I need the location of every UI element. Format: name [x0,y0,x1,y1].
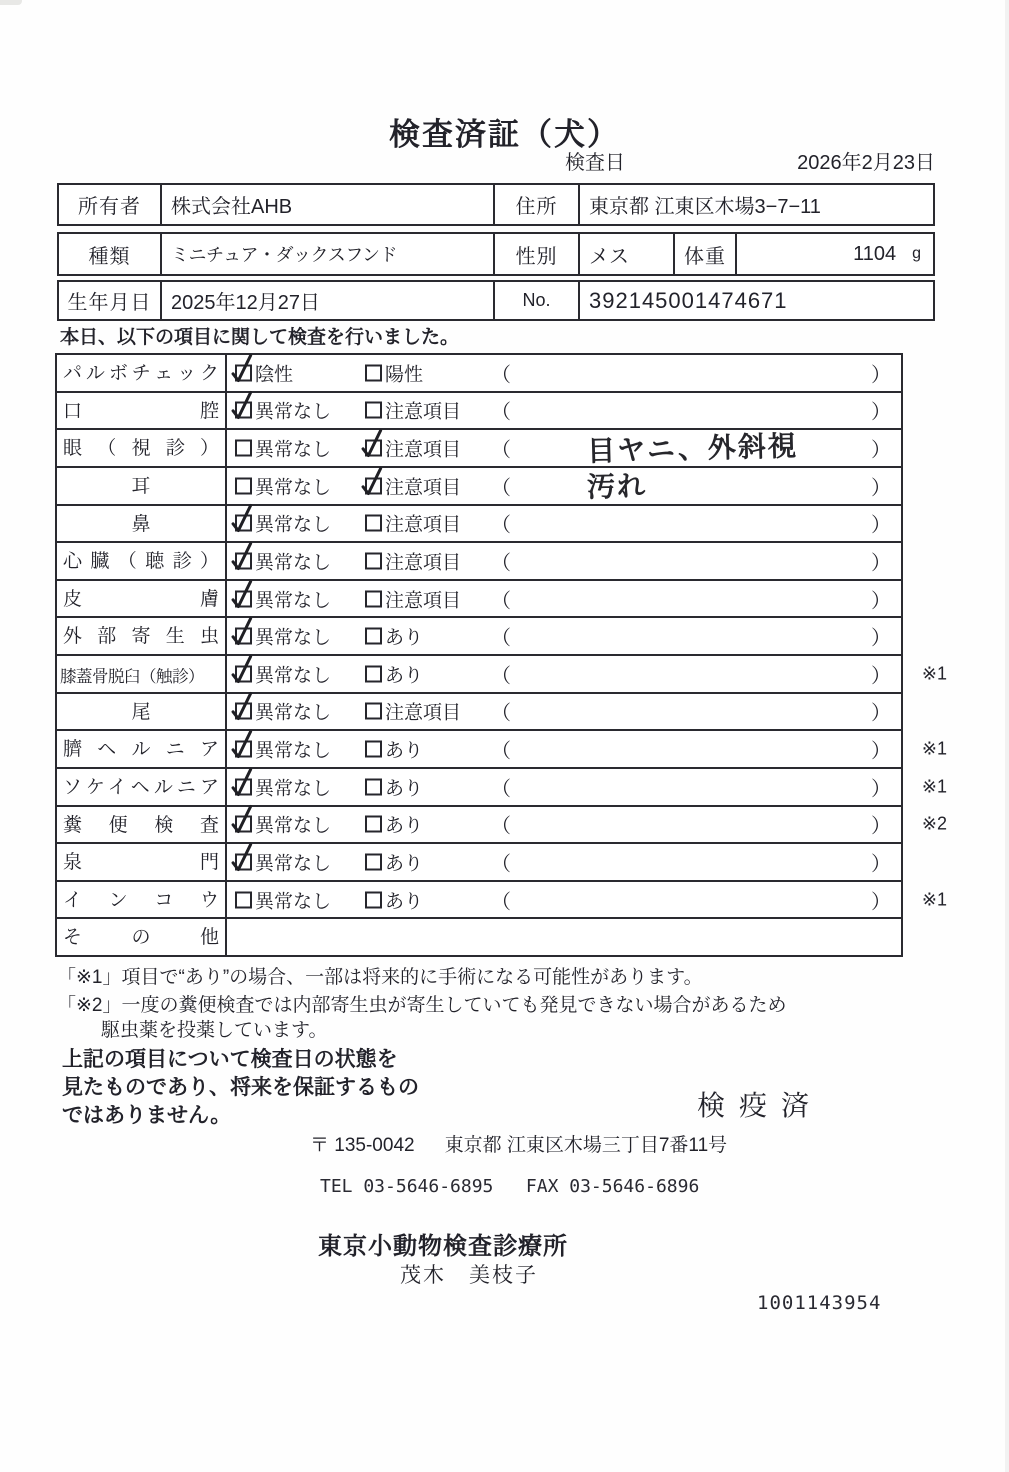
no-label: No. [495,282,580,319]
exam-option-label: 注意項目 [385,439,462,461]
checkbox-unchecked-icon [365,590,382,607]
paren-close: ） [871,364,891,387]
exam-row-label: 外部寄生虫 [57,618,227,654]
weight-unit: g [912,245,921,262]
exam-option-label: 異常なし [255,552,332,574]
checkbox-checked-icon [235,628,252,645]
checkbox-unchecked-icon [365,665,382,682]
exam-row-content [227,807,901,843]
exam-option [235,736,331,763]
paren-open: （ [491,815,511,838]
exam-option [235,472,331,499]
exam-row [57,844,901,882]
exam-row-label: ソケイヘルニア [57,769,227,805]
exam-option-label: あり [385,627,424,649]
exam-row-content [227,355,901,391]
checkbox-unchecked-icon [235,477,252,494]
exam-option-label: あり [385,778,424,800]
exam-date-label: 検査日 [565,152,625,174]
exam-row-label: その他 [57,919,227,955]
exam-row [57,656,947,694]
exam-row-content [227,731,901,767]
checkbox-unchecked-icon [365,364,382,381]
exam-option-label: 異常なし [255,778,332,800]
checkbox-checked-icon [235,364,252,381]
paren-close: ） [871,477,891,500]
checkbox-unchecked-icon [365,703,382,720]
checkbox-checked-icon [235,778,252,795]
exam-option-label: あり [385,815,424,837]
checkbox-unchecked-icon [365,628,382,645]
exam-row [57,731,947,769]
exam-option [235,585,331,612]
checkbox-unchecked-icon [365,741,382,758]
footnote-mark: ※2 [921,813,947,834]
exam-option [365,510,461,537]
exam-row-label: パルボチェック [57,355,227,391]
exam-option [235,698,331,725]
exam-row [57,468,901,506]
exam-row-content [227,506,901,542]
exam-option [365,736,423,763]
exam-option [365,359,423,386]
exam-option [235,435,331,462]
exam-option-label: 異常なし [255,815,332,837]
checkbox-checked-icon [235,853,252,870]
exam-option-label: あり [385,853,424,875]
checkbox-unchecked-icon [365,891,382,908]
exam-option-label: 異常なし [255,590,332,612]
owner-value: 株式会社AHB [162,185,495,224]
exam-table [55,353,947,957]
exam-option [235,397,331,424]
checkbox-unchecked-icon [365,778,382,795]
footnote-mark: ※1 [921,663,947,684]
paren-open: （ [491,740,511,763]
weight-value-cell [737,234,933,274]
paren-open: （ [491,590,511,613]
exam-option [365,547,461,574]
exam-option [235,811,331,838]
exam-option [235,359,293,386]
owner-label: 所有者 [59,185,162,224]
checkbox-checked-icon [235,816,252,833]
exam-date-line [565,146,935,175]
exam-row-label: 臍ヘルニア [57,731,227,767]
exam-option [365,397,461,424]
exam-row [57,919,901,955]
breed-info-table [57,232,935,276]
exam-row-label: 糞便検査 [57,807,227,843]
no-value: 392145001474671 [589,287,788,313]
exam-row-content [227,543,901,579]
examiner-name: 茂木 美枝子 [400,1264,538,1287]
exam-option [235,623,331,650]
breed-label: 種類 [59,234,162,274]
quarantine-stamp: 検疫済 [697,1090,824,1121]
exam-row-label: 眼（視診） [57,430,227,466]
exam-row [57,581,901,619]
disclaimer-text [62,1046,419,1130]
birthdate-label: 生年月日 [59,282,162,319]
exam-option-label: 異常なし [255,853,332,875]
exam-row [57,506,901,544]
exam-row [57,430,901,468]
paren-open: （ [491,891,511,914]
paren-close: ） [871,590,891,613]
exam-option-label: 異常なし [255,627,332,649]
exam-option-label: あり [385,665,424,687]
exam-option [235,510,331,537]
paren-open: （ [491,702,511,725]
exam-row-content [227,581,901,617]
clinic-tel-fax: TEL 03-5646-6895 FAX 03-5646-6896 [320,1176,700,1197]
exam-row-content [227,694,901,730]
paren-close: ） [871,740,891,763]
exam-option-label: 異常なし [255,439,332,461]
footnote-mark: ※1 [921,738,947,759]
paren-open: （ [491,439,511,462]
disclaimer-line-2: 見たものであり、将来を保証するもの [62,1076,419,1099]
checkbox-unchecked-icon [365,402,382,419]
paren-close: ） [871,853,891,876]
exam-option-label: あり [385,740,424,762]
exam-option-label: 異常なし [255,891,332,913]
paren-close: ） [871,514,891,537]
exam-option-label: 注意項目 [385,590,462,612]
exam-row-content [227,919,901,955]
paren-close: ） [871,627,891,650]
exam-row-content [227,618,901,654]
paren-close: ） [871,439,891,462]
exam-row-label: 尾 [57,694,227,730]
exam-option-label: 異常なし [255,665,332,687]
handwritten-note: 目ヤニ、外斜視 [586,430,799,468]
exam-option-label: 異常なし [255,477,332,499]
paren-open: （ [491,477,511,500]
exam-option-label: あり [385,891,424,913]
checkbox-checked-icon [235,590,252,607]
clinic-name: 東京小動物検査診療所 [318,1233,568,1260]
exam-row-label: 鼻 [57,506,227,542]
scan-edge [1005,0,1009,1472]
exam-option [365,886,423,913]
exam-row-content [227,882,901,918]
exam-option [365,585,461,612]
checkbox-checked-icon [365,440,382,457]
exam-option [235,773,331,800]
birthdate-value: 2025年12月27日 [162,282,495,319]
birthdate-info-table [57,280,935,321]
paren-close: ） [871,815,891,838]
paren-close: ） [871,778,891,801]
checkbox-checked-icon [235,552,252,569]
exam-option [365,848,423,875]
paren-close: ） [871,891,891,914]
paren-close: ） [871,665,891,688]
exam-option-label: 注意項目 [385,552,462,574]
exam-option-label: 陽性 [385,364,424,386]
exam-option-label: 異常なし [255,401,332,423]
checkbox-checked-icon [235,665,252,682]
exam-option [365,773,423,800]
exam-row [57,618,901,656]
clinic-postal-line [310,1130,727,1157]
clinic-address: 東京都 江東区木場三丁目7番11号 [444,1135,728,1156]
exam-option [235,547,331,574]
document-number: 1001143954 [757,1292,882,1314]
exam-option [365,623,423,650]
checkbox-checked-icon [365,477,382,494]
weight-label: 体重 [675,234,737,274]
footnote-mark: ※1 [921,776,947,797]
footnote-2: 「※2」一度の糞便検査では内部寄生虫が寄生していても発見できない場合があるため [57,995,787,1016]
checkbox-checked-icon [235,703,252,720]
address-label: 住所 [495,185,580,224]
weight-value: 1104 [853,242,897,265]
paren-close: ） [871,552,891,575]
exam-row-content [227,430,901,466]
exam-option-label: 異常なし [255,514,332,536]
footnote-mark: ※1 [921,889,947,910]
exam-option-label: 注意項目 [385,514,462,536]
checkbox-unchecked-icon [235,891,252,908]
footnote-2-continued: 駆虫薬を投薬しています。 [101,1020,328,1041]
breed-value: ミニチュア・ダックスフンド [162,234,495,274]
exam-row-label: 口腔 [57,393,227,429]
checkbox-checked-icon [235,402,252,419]
exam-row-content [227,468,901,504]
exam-option-label: 注意項目 [385,401,462,423]
checkbox-unchecked-icon [365,515,382,532]
disclaimer-line-1: 上記の項目について検査日の状態を [62,1048,398,1071]
sex-value: メス [580,234,675,274]
owner-info-table [57,183,935,226]
scan-artifact [0,0,22,5]
exam-row [57,355,901,393]
exam-option [235,886,331,913]
exam-option [365,472,461,499]
exam-row-label: 膝蓋骨脱臼（触診） [57,656,227,692]
exam-option [365,811,423,838]
exam-row-content [227,393,901,429]
paren-open: （ [491,853,511,876]
paren-close: ） [871,702,891,725]
address-value: 東京都 江東区木場3−7−11 [589,196,821,218]
exam-option-label: 注意項目 [385,702,462,724]
checkbox-unchecked-icon [235,440,252,457]
checkbox-checked-icon [235,741,252,758]
checkbox-unchecked-icon [365,552,382,569]
exam-row-content [227,769,901,805]
exam-option [235,848,331,875]
paren-open: （ [491,514,511,537]
footnote-1: 「※1」項目で“あり”の場合、一部は将来的に手術になる可能性があります。 [57,967,703,988]
exam-option-label: 注意項目 [385,477,462,499]
exam-row [57,882,947,920]
clinic-postal-code: 〒 135-0042 [310,1135,415,1156]
paren-close: ） [871,401,891,424]
exam-row [57,769,947,807]
exam-row-content [227,656,901,692]
paren-open: （ [491,401,511,424]
paren-open: （ [491,552,511,575]
exam-option-label: 陰性 [255,364,294,386]
handwritten-note: 汚れ [586,470,648,503]
exam-option [235,660,331,687]
exam-row-label: インコウ [57,882,227,918]
intro-text: 本日、以下の項目に関して検査を行いました。 [60,327,460,348]
exam-option [365,698,461,725]
exam-row [57,543,901,581]
checkbox-unchecked-icon [365,816,382,833]
page-title: 検査済証（犬） [389,116,620,152]
exam-row-label: 耳 [57,468,227,504]
exam-row [57,694,901,732]
exam-row-label: 泉門 [57,844,227,880]
exam-option-label: 異常なし [255,740,332,762]
exam-row-label: 皮膚 [57,581,227,617]
checkbox-unchecked-icon [365,853,382,870]
exam-row-label: 心臓（聴診） [57,543,227,579]
exam-row [57,807,947,845]
exam-row-content [227,844,901,880]
paren-open: （ [491,364,511,387]
exam-date-value: 2026年2月23日 [797,152,935,174]
sex-label: 性別 [495,234,580,274]
paren-open: （ [491,778,511,801]
disclaimer-line-3: ではありません。 [62,1104,232,1127]
checkbox-checked-icon [235,515,252,532]
exam-option [365,660,423,687]
exam-option-label: 異常なし [255,702,332,724]
paren-open: （ [491,665,511,688]
exam-option [365,435,461,462]
paren-open: （ [491,627,511,650]
